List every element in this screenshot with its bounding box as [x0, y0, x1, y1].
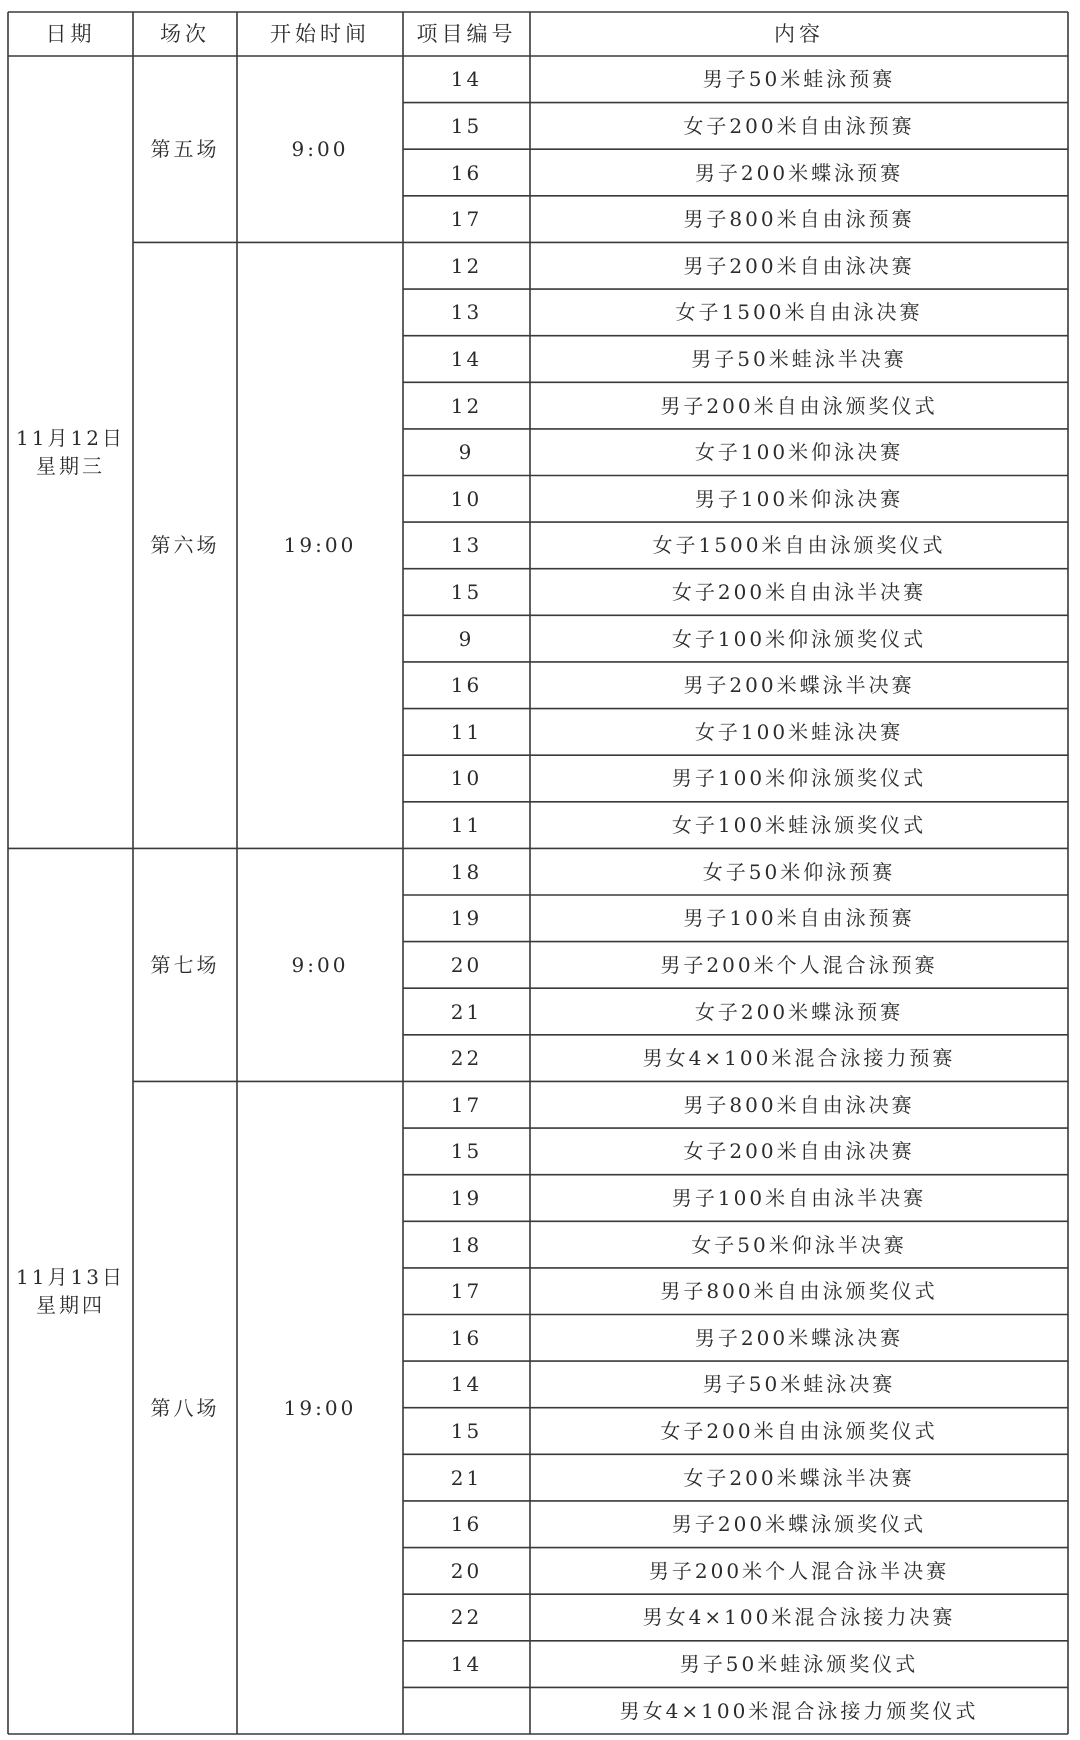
event-content: 男子100米仰泳颁奖仪式 — [671, 766, 927, 791]
event-content: 男子50米蛙泳预赛 — [702, 67, 896, 92]
date-cell — [8, 848, 133, 1734]
event-content: 男子800米自由泳颁奖仪式 — [660, 1279, 938, 1304]
event-number: 22 — [450, 1605, 483, 1630]
event-number: 10 — [450, 486, 483, 511]
event-number: 15 — [450, 1419, 483, 1444]
event-number — [403, 1687, 530, 1734]
event-content: 女子200米自由泳颁奖仪式 — [660, 1419, 938, 1444]
header-content: 内容 — [774, 22, 824, 46]
event-content: 男子800米自由泳预赛 — [683, 207, 915, 232]
event-content: 男子100米自由泳半决赛 — [671, 1185, 927, 1210]
session-time: 19:00 — [283, 1395, 357, 1420]
weekday-text: 星期三 — [36, 454, 105, 479]
event-content: 女子100米仰泳颁奖仪式 — [671, 626, 927, 651]
event-number: 12 — [450, 253, 483, 278]
header-session: 场次 — [160, 22, 210, 46]
date-text: 11月13日 — [16, 1265, 125, 1290]
event-content: 男子200米个人混合泳预赛 — [660, 952, 938, 977]
event-content: 女子100米蛙泳决赛 — [694, 719, 904, 744]
event-number: 21 — [450, 1465, 483, 1490]
event-number: 18 — [450, 859, 483, 884]
event-number: 17 — [450, 1279, 483, 1304]
event-content: 男子200米蝶泳颁奖仪式 — [671, 1512, 927, 1537]
event-content: 男子100米仰泳决赛 — [694, 486, 904, 511]
event-content: 女子1500米自由泳决赛 — [675, 300, 923, 325]
event-content: 男女4×100米混合泳接力预赛 — [642, 1046, 956, 1071]
event-number: 16 — [450, 1512, 483, 1537]
session-time: 19:00 — [283, 533, 357, 558]
weekday-text: 星期四 — [36, 1293, 105, 1318]
event-number: 20 — [450, 952, 483, 977]
event-content: 男子200米蝶泳预赛 — [694, 160, 904, 185]
event-number: 19 — [450, 906, 483, 931]
event-number: 20 — [450, 1558, 483, 1583]
date-cell — [8, 56, 133, 848]
event-number: 15 — [450, 1139, 483, 1164]
event-number: 17 — [450, 1092, 483, 1117]
event-number: 16 — [450, 673, 483, 698]
event-content: 男子200米自由泳决赛 — [683, 253, 915, 278]
event-content: 女子200米蝶泳预赛 — [694, 999, 904, 1024]
event-content: 女子50米仰泳半决赛 — [691, 1232, 907, 1257]
session-time: 9:00 — [291, 952, 349, 977]
event-content: 男子50米蛙泳半决赛 — [691, 346, 907, 371]
event-content: 女子100米仰泳决赛 — [694, 440, 904, 465]
event-content: 女子200米蝶泳半决赛 — [683, 1465, 915, 1490]
event-number: 16 — [450, 160, 483, 185]
session-name: 第七场 — [150, 952, 220, 977]
session-name: 第五场 — [150, 137, 220, 162]
event-number: 22 — [450, 1046, 483, 1071]
event-number: 14 — [450, 1372, 483, 1397]
event-content: 男子200米个人混合泳半决赛 — [648, 1558, 950, 1583]
event-number: 19 — [450, 1185, 483, 1210]
event-content: 男子50米蛙泳颁奖仪式 — [679, 1652, 919, 1677]
event-number: 9 — [458, 440, 475, 465]
event-content: 男子200米蝶泳决赛 — [694, 1325, 904, 1350]
event-number: 21 — [450, 999, 483, 1024]
event-content: 女子1500米自由泳颁奖仪式 — [652, 533, 946, 558]
event-content: 女子200米自由泳预赛 — [683, 113, 915, 138]
header-start-time: 开始时间 — [270, 22, 370, 46]
event-content: 男子200米蝶泳半决赛 — [683, 673, 915, 698]
event-number: 16 — [450, 1325, 483, 1350]
event-content: 男子200米自由泳颁奖仪式 — [660, 393, 938, 418]
header-event-no: 项目编号 — [416, 22, 517, 46]
event-content: 男子800米自由泳决赛 — [683, 1092, 915, 1117]
session-time: 9:00 — [291, 137, 349, 162]
session-name: 第八场 — [150, 1395, 220, 1420]
event-number: 15 — [450, 580, 483, 605]
session-name: 第六场 — [150, 533, 220, 558]
event-number: 9 — [458, 626, 475, 651]
event-content: 女子200米自由泳决赛 — [683, 1139, 915, 1164]
event-number: 13 — [450, 300, 483, 325]
event-number: 12 — [450, 393, 483, 418]
event-number: 10 — [450, 766, 483, 791]
event-content: 女子200米自由泳半决赛 — [671, 580, 927, 605]
event-number: 11 — [450, 719, 483, 744]
event-number: 13 — [450, 533, 483, 558]
event-number: 18 — [450, 1232, 483, 1257]
header-date: 日期 — [45, 22, 96, 46]
event-content: 男子50米蛙泳决赛 — [702, 1372, 896, 1397]
event-content: 女子100米蛙泳颁奖仪式 — [671, 813, 927, 838]
event-number: 11 — [450, 813, 483, 838]
event-content: 女子50米仰泳预赛 — [702, 859, 896, 884]
event-content: 男女4×100米混合泳接力颁奖仪式 — [619, 1698, 979, 1723]
event-number: 14 — [450, 1652, 483, 1677]
event-number: 14 — [450, 67, 483, 92]
event-number: 17 — [450, 207, 483, 232]
event-number: 15 — [450, 113, 483, 138]
event-number: 14 — [450, 346, 483, 371]
event-content: 男女4×100米混合泳接力决赛 — [642, 1605, 956, 1630]
date-text: 11月12日 — [16, 426, 125, 451]
event-content: 男子100米自由泳预赛 — [683, 906, 915, 931]
